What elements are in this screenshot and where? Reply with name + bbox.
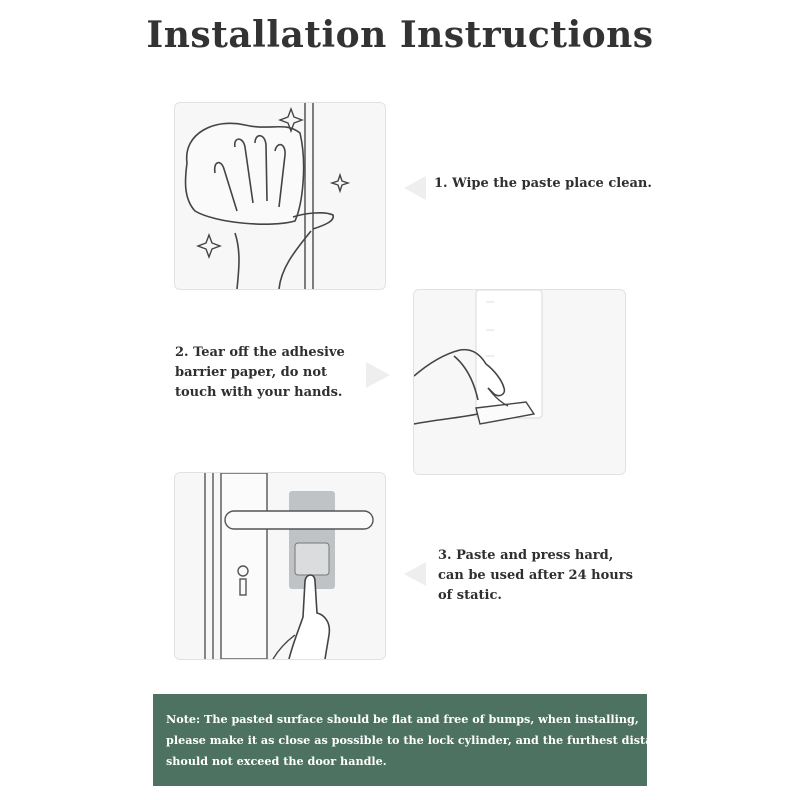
step-2-illustration (413, 289, 626, 475)
peeling-adhesive-illustration (414, 290, 625, 474)
door-handle-illustration (175, 473, 385, 659)
hand-wiping-illustration (175, 103, 385, 289)
step-3-line: can be used after 24 hours (438, 568, 633, 583)
step-3-line: 3. Paste and press hard, (438, 548, 614, 563)
arrow-left-icon (404, 176, 426, 200)
step-2-line: barrier paper, do not (175, 365, 328, 380)
step-1-illustration (174, 102, 386, 290)
sparkle-icon (332, 175, 348, 191)
sparkle-icon (198, 235, 220, 257)
arrow-left-icon (404, 562, 426, 586)
step-1-line: 1. Wipe the paste place clean. (434, 176, 652, 191)
page-title: Installation Instructions (146, 14, 654, 56)
arrow-right-icon (366, 362, 390, 388)
step-3-text (438, 546, 633, 606)
note-line: should not exceed the door handle. (166, 754, 387, 768)
step-3-illustration (174, 472, 386, 660)
note-line: please make it as close as possible to the lock cylinder, and the furthest distance (166, 733, 675, 747)
step-1-text (434, 174, 652, 194)
note-line: Note: The pasted surface should be flat and free of bumps, when installing, (166, 712, 639, 726)
step-3-line: of static. (438, 588, 502, 603)
step-2-line: touch with your hands. (175, 385, 343, 400)
step-2-line: 2. Tear off the adhesive (175, 345, 345, 360)
step-2-text (175, 343, 345, 403)
note-banner (153, 694, 675, 786)
